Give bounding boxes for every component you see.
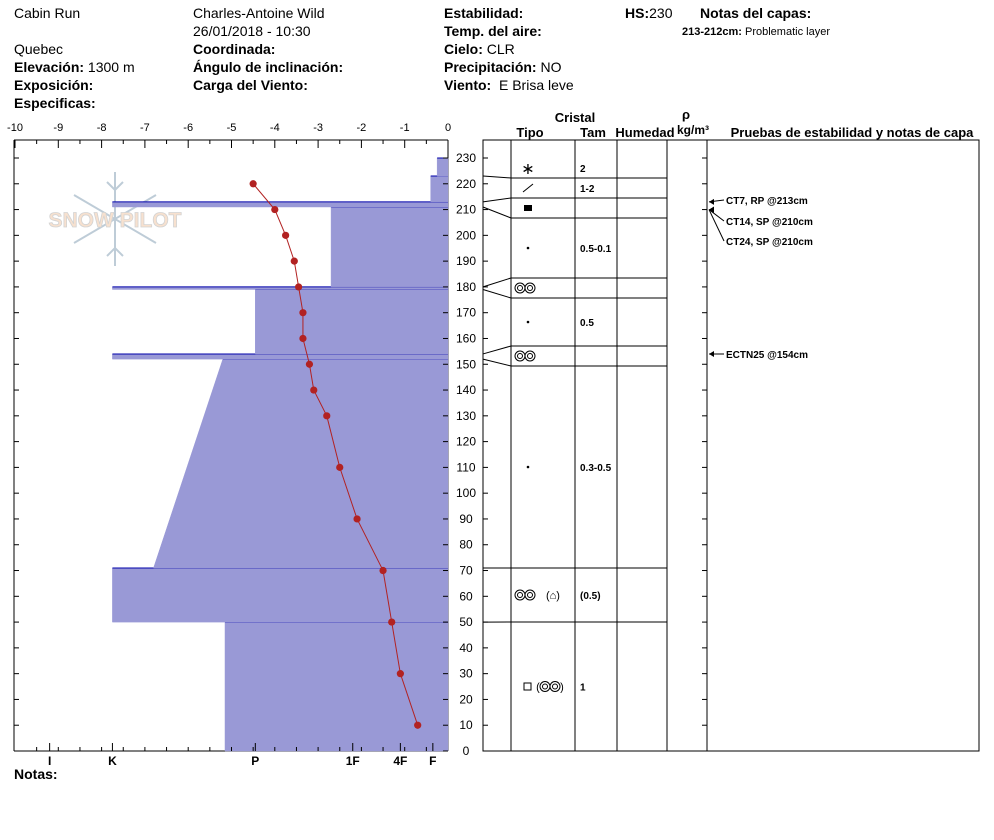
layer-connector-5 xyxy=(483,289,511,298)
grain-rounded-icon xyxy=(527,247,530,250)
precipitation-label: Precipitación: xyxy=(444,59,537,75)
grain-melt-form-icon-1 xyxy=(550,682,560,692)
grain-rounded-icon xyxy=(527,466,530,469)
tam-header: Tam xyxy=(580,125,606,140)
sky-label: Cielo: xyxy=(444,41,483,57)
height-label-21: 210 xyxy=(455,202,477,217)
stability-tests xyxy=(709,196,813,361)
humedad-header: Humedad xyxy=(615,125,675,140)
height-label-19: 190 xyxy=(455,254,477,269)
temperature-point-13 xyxy=(282,232,289,239)
density-symbol: ρ xyxy=(681,107,691,122)
height-label-9: 90 xyxy=(459,511,473,526)
grain-melt-form-inner-icon-1 xyxy=(528,593,533,598)
hardness-layers xyxy=(112,158,448,751)
temp-tick-label-4: -6 xyxy=(183,122,194,134)
temperature-ticks xyxy=(7,122,451,148)
height-label-4: 40 xyxy=(459,640,473,655)
exposure-label: Exposición: xyxy=(14,77,94,93)
height-label-10: 100 xyxy=(455,486,477,501)
logo-text: SNOW PILOT xyxy=(48,209,182,232)
temp-tick-label-6: -4 xyxy=(269,122,280,134)
grain-melt-form-inner-icon-1 xyxy=(528,286,533,291)
precipitation-value: NO xyxy=(540,59,562,75)
height-label-20: 200 xyxy=(455,228,477,243)
height-label-17: 170 xyxy=(455,305,477,320)
temperature-point-2 xyxy=(388,618,395,625)
height-label-12: 120 xyxy=(455,434,477,449)
temperature-point-4 xyxy=(353,515,360,522)
hardness-layer-7 xyxy=(112,202,448,207)
temp-tick-label-5: -5 xyxy=(226,122,237,134)
temp-tick-label-3: -7 xyxy=(140,122,150,134)
grain-melt-form-icon-0 xyxy=(515,590,525,600)
hardness-layer-0 xyxy=(225,622,448,751)
height-label-13: 130 xyxy=(455,408,477,423)
grain-melt-form-inner-icon-1 xyxy=(553,684,558,689)
tipo-header: Tipo xyxy=(516,125,544,140)
temperature-point-15 xyxy=(250,180,257,187)
observation-datetime: 26/01/2018 - 10:30 xyxy=(193,23,311,39)
height-label-18: 180 xyxy=(455,279,477,294)
grain-paren-close-icon: ) xyxy=(560,681,564,694)
test-arrow-3 xyxy=(709,351,714,357)
hardness-label-5: F xyxy=(429,754,437,768)
height-label-3: 30 xyxy=(459,666,473,681)
grain-melt-form-icon-1 xyxy=(525,283,535,293)
layer-size-5: 0.5 xyxy=(580,318,594,329)
grain-secondary-icon: (⌂) xyxy=(546,590,560,602)
layer-connector-4 xyxy=(483,278,511,287)
hardness-layer-1 xyxy=(112,568,448,622)
layer-notes-label: Notas del capas: xyxy=(700,5,812,21)
layer-table-headers xyxy=(516,107,974,140)
grain-melt-form-icon-0 xyxy=(540,682,550,692)
stability-label: Estabilidad: xyxy=(444,5,524,21)
grain-star-icon: ∗ xyxy=(521,161,535,178)
temp-tick-label-7: -3 xyxy=(313,122,323,134)
wind-value: E Brisa leve xyxy=(498,77,574,93)
grain-rounded-icon xyxy=(527,321,530,324)
hardness-layer-4 xyxy=(255,289,448,353)
layer-note-text: Problematic layer xyxy=(745,26,830,38)
coordinate-label: Coordinada: xyxy=(193,41,276,57)
tests-header: Pruebas de estabilidad y notas de capa xyxy=(730,125,974,140)
temp-tick-label-2: -8 xyxy=(96,122,107,134)
specifics-label: Especificas: xyxy=(14,95,96,111)
wind-label: Viento: xyxy=(444,77,492,93)
height-label-0: 0 xyxy=(462,744,470,758)
height-label-14: 140 xyxy=(455,383,477,398)
layer-size-3: 0.5-0.1 xyxy=(580,244,612,255)
temperature-point-12 xyxy=(291,258,298,265)
temperature-point-9 xyxy=(299,335,306,342)
grain-melt-form-icon-1 xyxy=(525,351,535,361)
table-frame xyxy=(483,140,979,751)
grain-facet-icon xyxy=(524,205,532,211)
temp-tick-label-0: -10 xyxy=(7,122,23,134)
slope-angle-label: Ángulo de inclinación: xyxy=(193,59,344,75)
height-label-1: 10 xyxy=(459,718,473,733)
height-label-22: 220 xyxy=(455,176,477,191)
elevation-label: Elevación: xyxy=(14,59,85,75)
temperature-point-7 xyxy=(310,386,317,393)
grain-decomposing-icon xyxy=(523,184,533,192)
temperature-point-11 xyxy=(295,283,302,290)
height-label-16: 160 xyxy=(455,331,477,346)
hs-label: HS: xyxy=(625,5,650,21)
elevation-value: 1300 m xyxy=(87,59,135,75)
temperature-point-5 xyxy=(336,464,343,471)
height-label-6: 60 xyxy=(459,589,473,604)
layer-size-7: 0.3-0.5 xyxy=(580,463,612,474)
temperature-point-14 xyxy=(271,206,278,213)
grain-melt-form-inner-icon-0 xyxy=(543,684,548,689)
test-arrow-0 xyxy=(709,199,714,205)
layer-table-grid xyxy=(483,140,979,751)
temperature-point-10 xyxy=(299,309,306,316)
height-label-5: 50 xyxy=(459,615,473,630)
height-label-15: 150 xyxy=(455,357,477,372)
temp-tick-label-10: 0 xyxy=(444,122,452,134)
grain-melt-form-inner-icon-1 xyxy=(528,354,533,359)
layer-connector-1 xyxy=(483,176,511,178)
temperature-point-1 xyxy=(397,670,404,677)
grain-melt-form-icon-1 xyxy=(525,590,535,600)
grain-melt-form-inner-icon-0 xyxy=(518,354,523,359)
height-label-8: 80 xyxy=(459,537,473,552)
grain-melt-form-icon-0 xyxy=(515,283,525,293)
layer-connector-2 xyxy=(483,198,511,202)
snow-pilot-logo xyxy=(49,172,182,266)
hardness-layer-8 xyxy=(431,176,448,202)
hs-value: 230 xyxy=(649,5,673,21)
height-label-11: 110 xyxy=(456,460,476,475)
test-note-0: CT7, RP @213cm xyxy=(726,196,808,207)
height-label-7: 70 xyxy=(459,563,473,578)
grain-paren-open-icon: ( xyxy=(536,681,540,694)
hardness-label-4: 4F xyxy=(393,754,408,768)
air-temp-label: Temp. del aire: xyxy=(444,23,542,39)
layer-size-8: (0.5) xyxy=(580,591,601,602)
layer-note-range: 213-212cm: xyxy=(682,26,742,38)
hardness-label-2: P xyxy=(251,754,260,768)
temp-tick-label-9: -1 xyxy=(399,122,410,134)
hardness-layer-3 xyxy=(112,354,448,359)
grain-melt-form-icon-0 xyxy=(515,351,525,361)
grain-melt-form-inner-icon-0 xyxy=(518,593,523,598)
hardness-layer-2 xyxy=(154,359,448,568)
height-label-23: 230 xyxy=(455,151,477,165)
sky-value: CLR xyxy=(486,41,515,57)
wind-load-label: Carga del Viento: xyxy=(193,77,308,93)
test-note-1: CT14, SP @210cm xyxy=(726,217,813,228)
hardness-layer-6 xyxy=(331,207,448,287)
layer-size-1: 1-2 xyxy=(580,184,595,195)
observer-name: Charles-Antoine Wild xyxy=(193,5,325,21)
location-name: Cabin Run xyxy=(14,5,81,21)
cristal-header: Cristal xyxy=(554,110,596,125)
notes-label: Notas: xyxy=(14,766,58,782)
test-leader-2 xyxy=(709,210,724,241)
density-unit: kg/m³ xyxy=(676,123,710,137)
test-note-3: ECTN25 @154cm xyxy=(726,350,809,361)
layer-connector-7 xyxy=(483,359,511,366)
layer-connector-3 xyxy=(483,207,511,218)
temperature-point-6 xyxy=(323,412,330,419)
test-note-2: CT24, SP @210cm xyxy=(726,237,813,248)
hardness-layer-9 xyxy=(437,158,448,176)
layer-size-9: 1 xyxy=(580,682,586,694)
temperature-point-0 xyxy=(414,722,421,729)
temp-tick-label-8: -2 xyxy=(356,122,367,134)
temperature-point-8 xyxy=(306,361,313,368)
hardness-label-1: K xyxy=(108,754,117,768)
hardness-label-0: I xyxy=(47,754,52,768)
height-label-2: 20 xyxy=(459,692,473,707)
temperature-point-3 xyxy=(379,567,386,574)
grain-square-icon xyxy=(524,683,531,690)
layer-connector-6 xyxy=(483,346,511,354)
temp-tick-label-1: -9 xyxy=(53,122,64,134)
hardness-label-3: 1F xyxy=(345,754,360,768)
region-name: Quebec xyxy=(14,41,64,57)
grain-melt-form-inner-icon-0 xyxy=(518,286,523,291)
layer-size-0: 2 xyxy=(580,164,586,175)
